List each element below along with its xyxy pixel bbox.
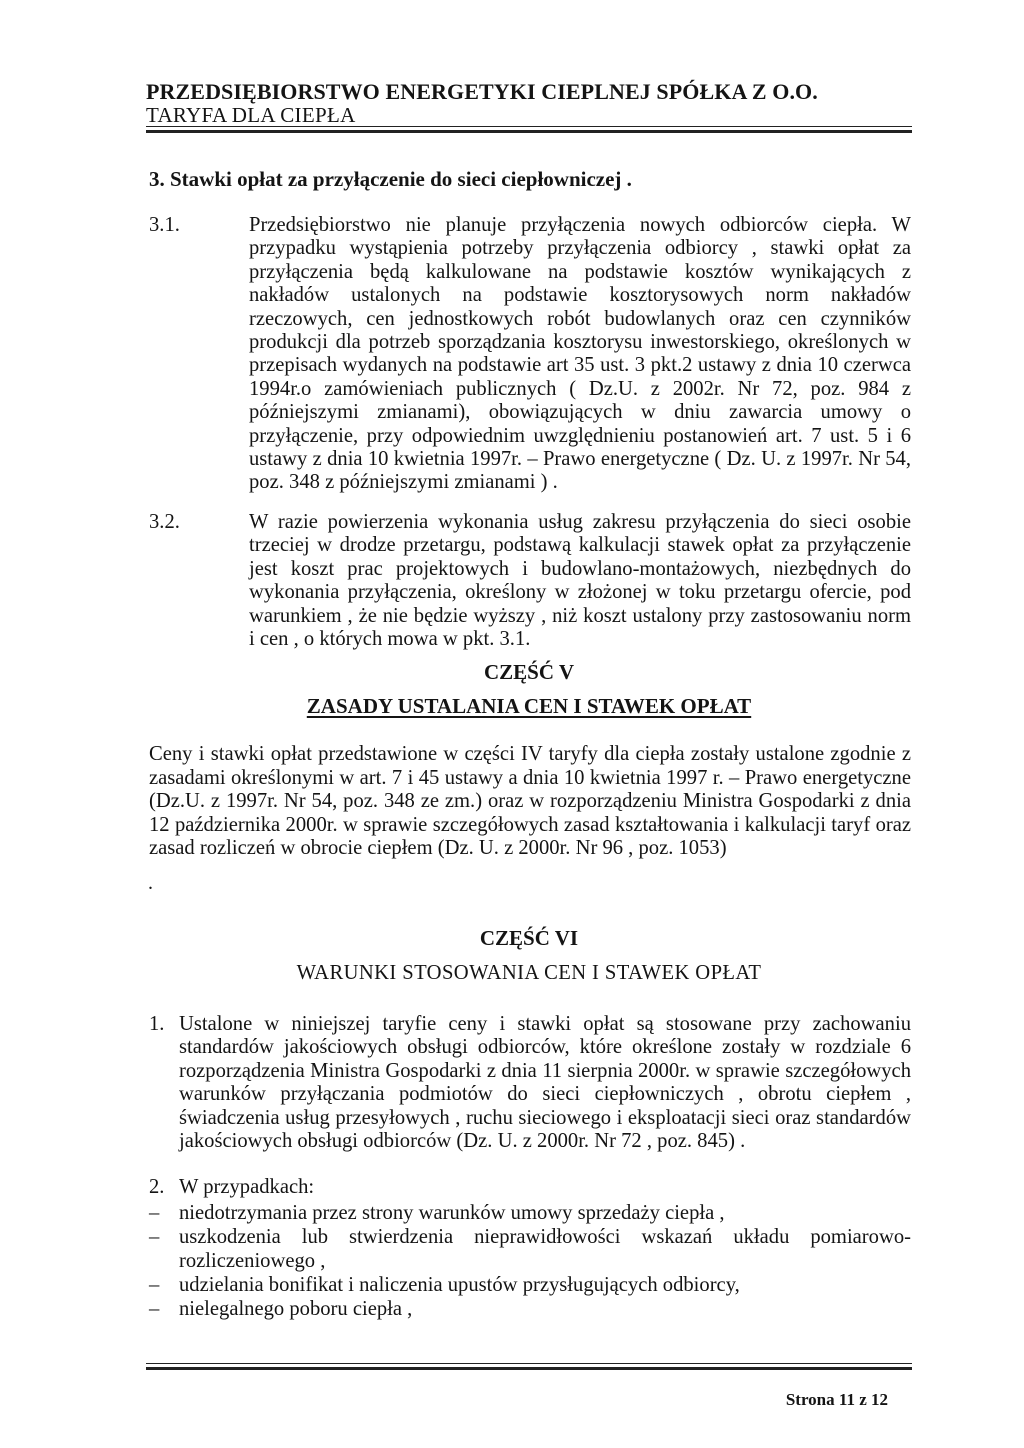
footer-rule-thin	[146, 1363, 912, 1364]
condition-item-1	[149, 1013, 911, 1153]
page-header	[146, 80, 912, 127]
list-item	[149, 1201, 911, 1225]
case-list	[149, 1201, 911, 1321]
footer-rule-thick	[146, 1367, 912, 1370]
part-6-subtitle: WARUNKI STOSOWANIA CEN I STAWEK OPŁAT	[296, 962, 762, 984]
section-3-title: 3. Stawki opłat za przyłączenie do sieci ciepłowniczej .	[149, 167, 632, 191]
clause-number: 3.2.	[149, 511, 180, 533]
list-item-text: niedotrzymania przez strony warunków umowy sprzedaży ciepła ,	[179, 1202, 725, 1224]
item-text: Ustalone w niniejszej taryfie ceny i stawki opłat są stosowane przy zachowaniu standardów jakościowych obsługi odbiorców, które określone zostały w rozdziale 6 rozporządzenia Ministra Gospodarki z dnia 11 sierpnia 2000r. w sprawie szczegółowych warunków przyłączania podmiotów do sieci ciepłowniczych , obrotu ciepłem , świadczenia usług przesyłowych , ruchu sieciowego i eksploatacji sieci oraz standardów jakościowych obsługi odbiorców (Dz. U. z 2000r. Nr 72 , poz. 845) .	[179, 1013, 911, 1153]
dash-marker: –	[149, 1274, 160, 1296]
clause-3-2	[149, 511, 911, 651]
condition-item-2	[149, 1176, 911, 1199]
dash-marker: –	[149, 1226, 160, 1248]
list-item	[149, 1297, 911, 1321]
dash-marker: –	[149, 1298, 160, 1320]
part-5-paragraph: Ceny i stawki opłat przedstawione w części IV taryfy dla ciepła zostały ustalone zgodnie z zasadami określonymi w art. 7 i 45 ustawy a dnia 10 kwietnia 1997 r. – Prawo energetyczne (Dz.U. z 1997r. Nr 54, poz. 348 ze zm.) oraz w rozporządzeniu Ministra Gospodarki z dnia 12 października 2000r. w sprawie szczegółowych zasad kształtowania i kalkulacji taryf oraz zasad rozliczeń w obrocie ciepłem (Dz. U. z 2000r. Nr 96 , poz. 1053)	[149, 743, 911, 860]
item-text: W przypadkach:	[179, 1176, 315, 1198]
page-number: Strona 11 z 12	[785, 1390, 888, 1409]
clause-3-1	[149, 214, 911, 495]
header-rule-thick	[146, 130, 912, 133]
company-name: PRZEDSIĘBIORSTWO ENERGETYKI CIEPLNEJ SPÓŁKA Z O.O.	[146, 79, 818, 104]
clause-text: W razie powierzenia wykonania usług zakresu przyłączenia do sieci osobie trzeciej w drodze przetargu, podstawą kalkulacji stawek opłat za przyłączenie jest koszt prac projektowych i budowlano-montażowych, niezbędnych do wykonania przyłączenia, określony w złożonej w toku przetargu ofercie, pod warunkiem , że nie będzie wyższy , niż koszt ustalony przy zastosowaniu norm i cen , o których mowa w pkt. 3.1.	[249, 511, 911, 651]
dash-marker: –	[149, 1202, 160, 1224]
clause-text: Przedsiębiorstwo nie planuje przyłączenia nowych odbiorców ciepła. W przypadku wystąpienia potrzeby przyłączenia odbiorcy , stawki opłat za przyłączenia będą kalkulowane na podstawie kosztów wynikających z nakładów ustalonych na podstawie kosztorysowych norm nakładów rzeczowych, cen jednostkowych robót budowlanych oraz cen czynników produkcji dla potrzeb sporządzania kosztorysu inwestorskiego, określonych w przepisach wydanych na podstawie art 35 ust. 3 pkt.2 ustawy z dnia 10 czerwca 1994r.o zamówieniach publicznych ( Dz.U. z 2002r. Nr 72, poz. 984 z późniejszymi zmianami), obowiązujących w dniu zawarcia umowy o przyłączenie, przy odpowiednim uwzględnieniu postanowień art. 7 ust. 5 i 6 ustawy z dnia 10 kwietnia 1997r. – Prawo energetyczne ( Dz. U. z 1997r. Nr 54, poz. 348 z późniejszymi zmianami ) .	[249, 214, 911, 494]
list-item	[149, 1225, 911, 1273]
part-5-subtitle	[146, 694, 912, 718]
list-item	[149, 1273, 911, 1297]
trailing-dot: .	[148, 872, 153, 894]
clause-number: 3.1.	[149, 214, 180, 236]
item-number: 2.	[149, 1176, 165, 1198]
list-item-text: udzielania bonifikat i naliczenia upustów przysługujących odbiorcy,	[179, 1274, 740, 1296]
list-item-text: nielegalnego poboru ciepła ,	[179, 1298, 413, 1320]
header-rule-thin	[146, 126, 912, 127]
list-item-text: uszkodzenia lub stwierdzenia nieprawidłowości wskazań układu pomiarowo-rozliczeniowego ,	[179, 1226, 911, 1272]
part-6-title: CZĘŚĆ VI	[479, 926, 579, 950]
part-5-subtitle-text: ZASADY USTALANIA CEN I STAWEK OPŁAT	[306, 694, 752, 718]
item-number: 1.	[149, 1013, 165, 1035]
part-5-title: CZĘŚĆ V	[483, 660, 575, 684]
tariff-title: TARYFA DLA CIEPŁA	[146, 103, 356, 127]
